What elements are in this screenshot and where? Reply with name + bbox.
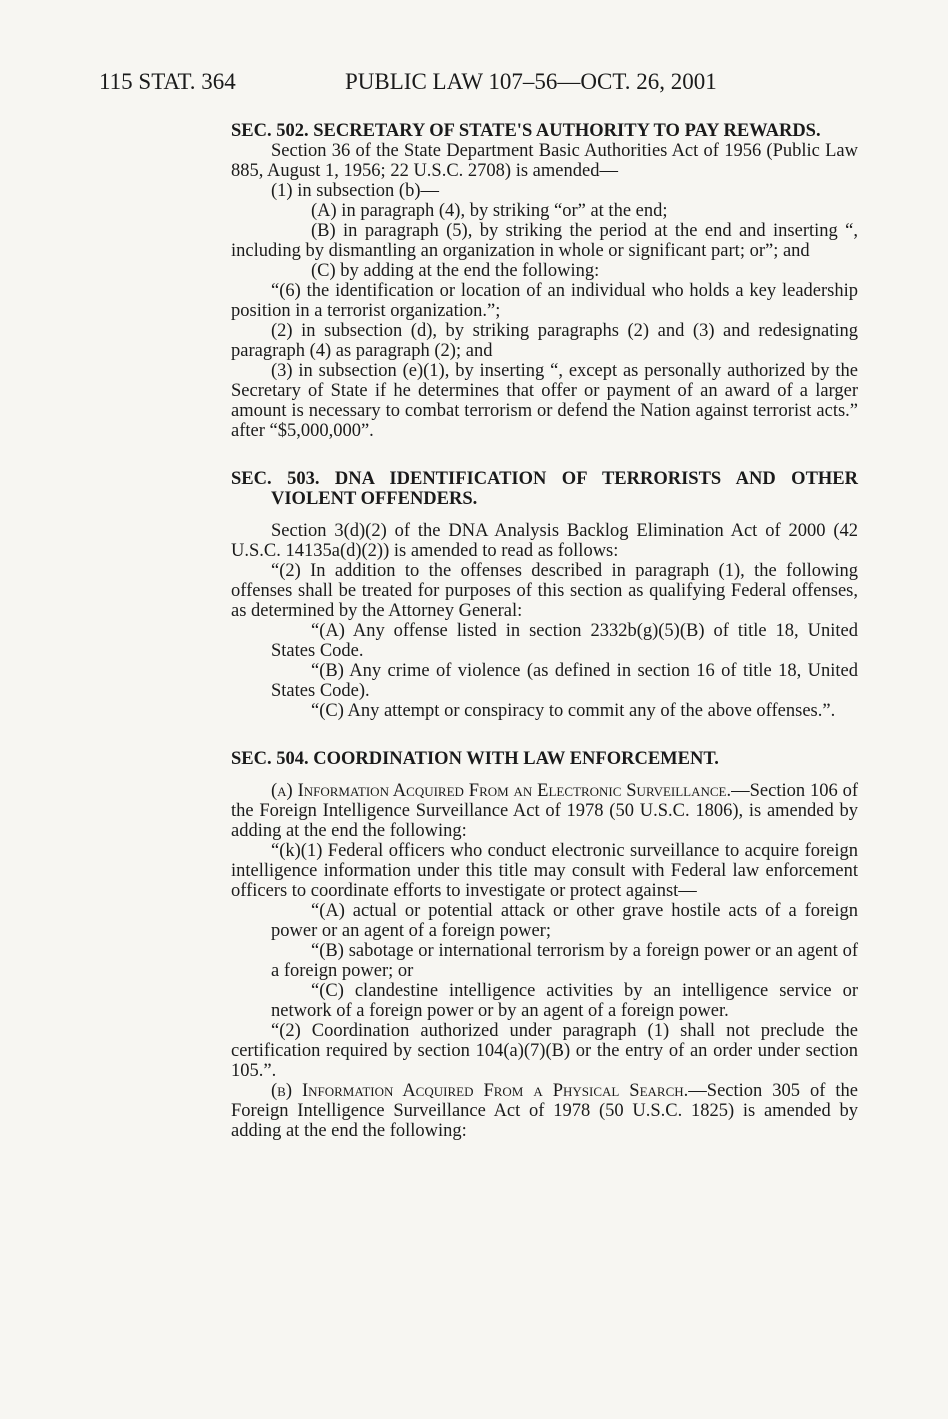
sec504-subsection-a [231,781,858,841]
sec503-intro: Section 3(d)(2) of the DNA Analysis Backlog Elimination Act of 2000 (42 U.S.C. 14135a(d)(2)) is amended to read as follows: [231,521,858,561]
sec504-quoted-kC: “(C) clandestine intelligence activities by an intelligence service or network of a foreign power or by an agent of a foreign power. [271,981,858,1021]
sec504-subsection-b [231,1081,858,1141]
document-body [231,121,858,1141]
sec502-item-1B: (B) in paragraph (5), by striking the period at the end and inserting “, including by dismantling an organization in whole or significant part; or”; and [231,221,858,261]
section-504-heading: SEC. 504. COORDINATION WITH LAW ENFORCEMENT. [231,749,719,769]
sec503-quoted-A: “(A) Any offense listed in section 2332b(g)(5)(B) of title 18, United States Code. [271,621,858,661]
sec503-quoted-C: “(C) Any attempt or conspiracy to commit any of the above offenses.”. [311,701,836,721]
spacer [231,441,858,469]
subsection-a-caption: (a) Information Acquired From an Electronic Surveillance. [271,781,732,801]
subsection-b-caption: (b) Information Acquired From a Physical Search. [271,1081,689,1101]
sec504-quoted-kA: “(A) actual or potential attack or other grave hostile acts of a foreign power or an agent of a foreign power; [271,901,858,941]
sec502-item-2: (2) in subsection (d), by striking paragraphs (2) and (3) and redesignating paragraph (4) as paragraph (2); and [231,321,858,361]
sec504-quoted-k1: “(k)(1) Federal officers who conduct electronic surveillance to acquire foreign intelligence information under this title may consult with Federal law enforcement officers to coordinate efforts to investigate or protect against— [231,841,858,901]
law-reference: PUBLIC LAW 107–56—OCT. 26, 2001 [345,69,717,94]
subsection-a-text: —Section 106 of the Foreign Intelligence Surveillance Act of 1978 (50 U.S.C. 1806), is amended by adding at the end the following: [231,781,858,841]
sec503-quoted-2: “(2) In addition to the offenses described in paragraph (1), the following offenses shall be treated for purposes of this section as qualifying Federal offenses, as determined by the Attorney General: [231,561,858,621]
sec504-quoted-kB: “(B) sabotage or international terrorism by a foreign power or an agent of a foreign power; or [271,941,858,981]
sec502-intro: Section 36 of the State Department Basic Authorities Act of 1956 (Public Law 885, August 1, 1956; 22 U.S.C. 2708) is amended— [231,141,858,181]
sec502-item-1A: (A) in paragraph (4), by striking “or” at the end; [311,201,668,221]
sec504-quoted-k2: “(2) Coordination authorized under paragraph (1) shall not preclude the certification required by section 104(a)(7)(B) or the entry of an order under section 105.”. [231,1021,858,1081]
running-header [99,69,859,101]
sec503-quoted-B: “(B) Any crime of violence (as defined in section 16 of title 18, United States Code). [271,661,858,701]
sec502-item-1: (1) in subsection (b)— [271,181,440,201]
subsection-b-text: —Section 305 of the Foreign Intelligence Surveillance Act of 1978 (50 U.S.C. 1825) is amended by adding at the end the following: [231,1081,858,1141]
spacer [231,721,858,749]
section-502-heading: SEC. 502. SECRETARY OF STATE'S AUTHORITY TO PAY REWARDS. [231,121,821,141]
sec502-item-1C: (C) by adding at the end the following: [311,261,600,281]
section-503-heading: SEC. 503. DNA IDENTIFICATION OF TERRORISTS AND OTHER VIOLENT OFFENDERS. [231,469,858,509]
sec502-quoted-6: “(6) the identification or location of an individual who holds a key leadership position in a terrorist organization.”; [231,281,858,321]
sec502-item-3: (3) in subsection (e)(1), by inserting “, except as personally authorized by the Secretary of State if he determines that offer or payment of an award of a larger amount is necessary to combat terrorism or defend the Nation against terrorist acts.” after “$5,000,000”. [231,361,858,441]
page-reference: 115 STAT. 364 [99,69,236,94]
